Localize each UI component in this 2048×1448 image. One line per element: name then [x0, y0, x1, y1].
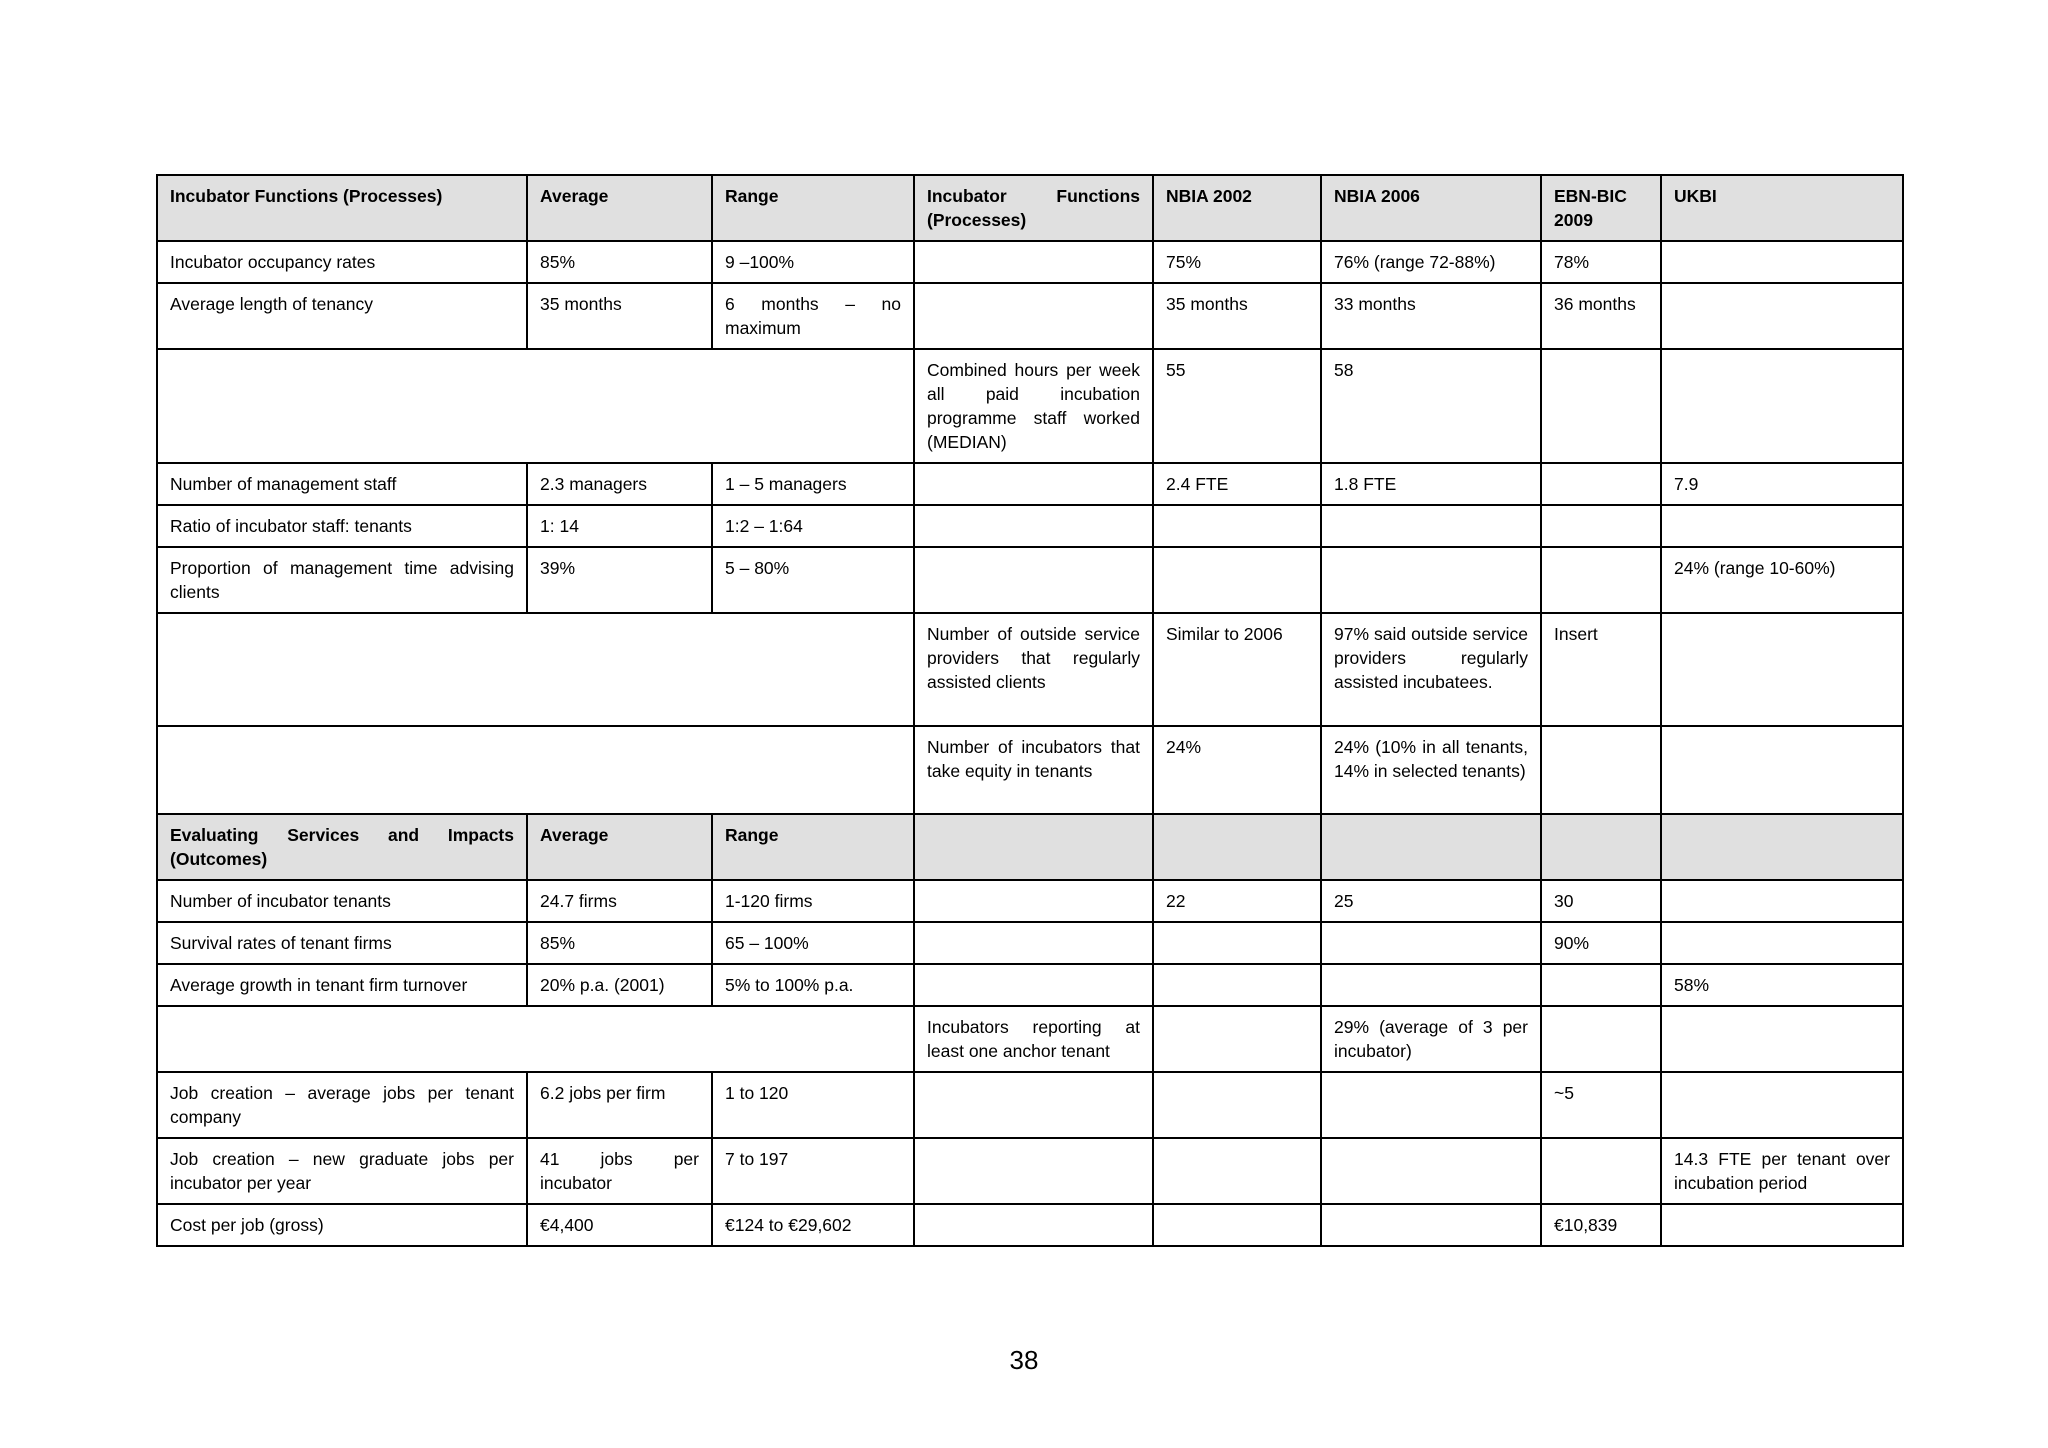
table-cell: 14.3 FTE per tenant over incubation period	[1661, 1138, 1903, 1204]
table-cell: Average growth in tenant firm turnover	[157, 964, 527, 1006]
header-cell: Average	[527, 175, 712, 241]
table-cell: 25	[1321, 880, 1541, 922]
table-cell: 5% to 100% p.a.	[712, 964, 914, 1006]
table-cell: 85%	[527, 922, 712, 964]
table-cell	[914, 463, 1153, 505]
table-cell: 35 months	[1153, 283, 1321, 349]
header-cell: Evaluating Services and Impacts (Outcomes)	[157, 814, 527, 880]
table-row	[157, 922, 1903, 964]
table-cell: 1:2 – 1:64	[712, 505, 914, 547]
table-cell	[1153, 1072, 1321, 1138]
table-cell	[1661, 349, 1903, 463]
table-cell: 24% (range 10-60%)	[1661, 547, 1903, 613]
table-cell	[1153, 505, 1321, 547]
table-cell: Number of management staff	[157, 463, 527, 505]
table-cell	[157, 1006, 914, 1072]
table-cell: Number of incubators that take equity in tenants	[914, 726, 1153, 814]
table-cell: 90%	[1541, 922, 1661, 964]
table-row	[157, 505, 1903, 547]
table-cell	[1661, 922, 1903, 964]
table-cell: 65 – 100%	[712, 922, 914, 964]
table-cell: 1: 14	[527, 505, 712, 547]
table-row	[157, 1138, 1903, 1204]
table-cell	[1153, 922, 1321, 964]
table-cell	[157, 613, 914, 726]
table-cell: 24% (10% in all tenants, 14% in selected tenants)	[1321, 726, 1541, 814]
table-cell	[1661, 241, 1903, 283]
table-cell: Cost per job (gross)	[157, 1204, 527, 1246]
table-cell	[914, 880, 1153, 922]
header-cell: Incubator Functions (Processes)	[914, 175, 1153, 241]
table-cell	[1321, 505, 1541, 547]
table-cell: 39%	[527, 547, 712, 613]
table-cell: 75%	[1153, 241, 1321, 283]
table-cell	[914, 964, 1153, 1006]
table-cell: Job creation – average jobs per tenant company	[157, 1072, 527, 1138]
table-cell: 6.2 jobs per firm	[527, 1072, 712, 1138]
table-cell: 24%	[1153, 726, 1321, 814]
table-cell	[914, 283, 1153, 349]
table-cell: 36 months	[1541, 283, 1661, 349]
table-cell	[1153, 964, 1321, 1006]
table-cell: Job creation – new graduate jobs per incubator per year	[157, 1138, 527, 1204]
table-cell: Similar to 2006	[1153, 613, 1321, 726]
table-cell: 1.8 FTE	[1321, 463, 1541, 505]
benchmark-table	[156, 174, 1904, 1247]
table-cell	[1661, 1072, 1903, 1138]
header-cell: Range	[712, 814, 914, 880]
table-cell: 33 months	[1321, 283, 1541, 349]
table-cell	[1661, 613, 1903, 726]
table-cell	[1661, 283, 1903, 349]
page-number: 38	[1009, 1345, 1039, 1375]
table-cell: 58%	[1661, 964, 1903, 1006]
table-cell	[1321, 1138, 1541, 1204]
table-header-row	[157, 175, 1903, 241]
table-row	[157, 1006, 1903, 1072]
table-cell: Ratio of incubator staff: tenants	[157, 505, 527, 547]
table-cell: 29% (average of 3 per incubator)	[1321, 1006, 1541, 1072]
table-row	[157, 613, 1903, 726]
table-cell: 1 to 120	[712, 1072, 914, 1138]
table-cell: Incubators reporting at least one anchor tenant	[914, 1006, 1153, 1072]
table-cell	[157, 726, 914, 814]
table-cell	[914, 241, 1153, 283]
table-cell: 30	[1541, 880, 1661, 922]
table-cell	[1321, 547, 1541, 613]
table-cell	[1321, 1204, 1541, 1246]
table-cell	[1541, 349, 1661, 463]
table-cell: Number of outside service providers that regularly assisted clients	[914, 613, 1153, 726]
table-cell: Survival rates of tenant firms	[157, 922, 527, 964]
table-cell	[1153, 1138, 1321, 1204]
table-cell: 78%	[1541, 241, 1661, 283]
table-cell: 22	[1153, 880, 1321, 922]
table-row	[157, 349, 1903, 463]
table-cell: 24.7 firms	[527, 880, 712, 922]
table-row	[157, 1204, 1903, 1246]
table-cell: €124 to €29,602	[712, 1204, 914, 1246]
table-cell: 1 – 5 managers	[712, 463, 914, 505]
table-cell: 6 months – no maximum	[712, 283, 914, 349]
table-cell	[914, 547, 1153, 613]
table-cell	[1541, 463, 1661, 505]
table-cell: ~5	[1541, 1072, 1661, 1138]
table-row	[157, 964, 1903, 1006]
table-cell	[914, 1204, 1153, 1246]
table-cell: €10,839	[1541, 1204, 1661, 1246]
header-cell: NBIA 2006	[1321, 175, 1541, 241]
table-row	[157, 241, 1903, 283]
table-cell	[1661, 1204, 1903, 1246]
table-cell	[1661, 726, 1903, 814]
table-cell	[1541, 1006, 1661, 1072]
table-cell	[1541, 1138, 1661, 1204]
table-cell: 85%	[527, 241, 712, 283]
table-cell: 9 –100%	[712, 241, 914, 283]
table-cell	[1541, 505, 1661, 547]
table-row	[157, 880, 1903, 922]
table-cell: Number of incubator tenants	[157, 880, 527, 922]
table-cell	[1321, 922, 1541, 964]
table-cell: 35 months	[527, 283, 712, 349]
table-cell: €4,400	[527, 1204, 712, 1246]
header-cell	[1321, 814, 1541, 880]
table-cell: 7 to 197	[712, 1138, 914, 1204]
table-cell: Combined hours per week all paid incubation programme staff worked (MEDIAN)	[914, 349, 1153, 463]
header-cell: Range	[712, 175, 914, 241]
table-cell: 1-120 firms	[712, 880, 914, 922]
table-cell: 55	[1153, 349, 1321, 463]
table-cell: Incubator occupancy rates	[157, 241, 527, 283]
table-cell	[1541, 547, 1661, 613]
table-cell	[914, 505, 1153, 547]
table-cell	[914, 922, 1153, 964]
table-cell	[914, 1138, 1153, 1204]
table-cell: 76% (range 72-88%)	[1321, 241, 1541, 283]
header-cell	[1153, 814, 1321, 880]
table-cell: Insert	[1541, 613, 1661, 726]
table-cell	[914, 1072, 1153, 1138]
table-cell	[1661, 505, 1903, 547]
table-row	[157, 547, 1903, 613]
table-header-row	[157, 814, 1903, 880]
table-cell: 5 – 80%	[712, 547, 914, 613]
table-cell	[1153, 547, 1321, 613]
table-cell: 7.9	[1661, 463, 1903, 505]
table-cell: 41 jobs per incubator	[527, 1138, 712, 1204]
table-cell	[1321, 1072, 1541, 1138]
header-cell: NBIA 2002	[1153, 175, 1321, 241]
table-row	[157, 463, 1903, 505]
table-cell	[1541, 964, 1661, 1006]
table-cell	[1321, 964, 1541, 1006]
header-cell	[1661, 814, 1903, 880]
table-row	[157, 1072, 1903, 1138]
header-cell	[1541, 814, 1661, 880]
table-cell: 20% p.a. (2001)	[527, 964, 712, 1006]
table-cell: 2.3 managers	[527, 463, 712, 505]
header-cell	[914, 814, 1153, 880]
table-cell	[1541, 726, 1661, 814]
header-cell: Average	[527, 814, 712, 880]
table-cell: 97% said outside service providers regularly assisted incubatees.	[1321, 613, 1541, 726]
header-cell: UKBI	[1661, 175, 1903, 241]
table-row	[157, 726, 1903, 814]
table-cell	[157, 349, 914, 463]
table-cell: Proportion of management time advising clients	[157, 547, 527, 613]
table-cell	[1153, 1006, 1321, 1072]
table-cell: 2.4 FTE	[1153, 463, 1321, 505]
header-cell: EBN-BIC 2009	[1541, 175, 1661, 241]
table-row	[157, 283, 1903, 349]
table-cell	[1661, 880, 1903, 922]
table-cell: Average length of tenancy	[157, 283, 527, 349]
table-cell	[1153, 1204, 1321, 1246]
header-cell: Incubator Functions (Processes)	[157, 175, 527, 241]
table-cell: 58	[1321, 349, 1541, 463]
table-cell	[1661, 1006, 1903, 1072]
